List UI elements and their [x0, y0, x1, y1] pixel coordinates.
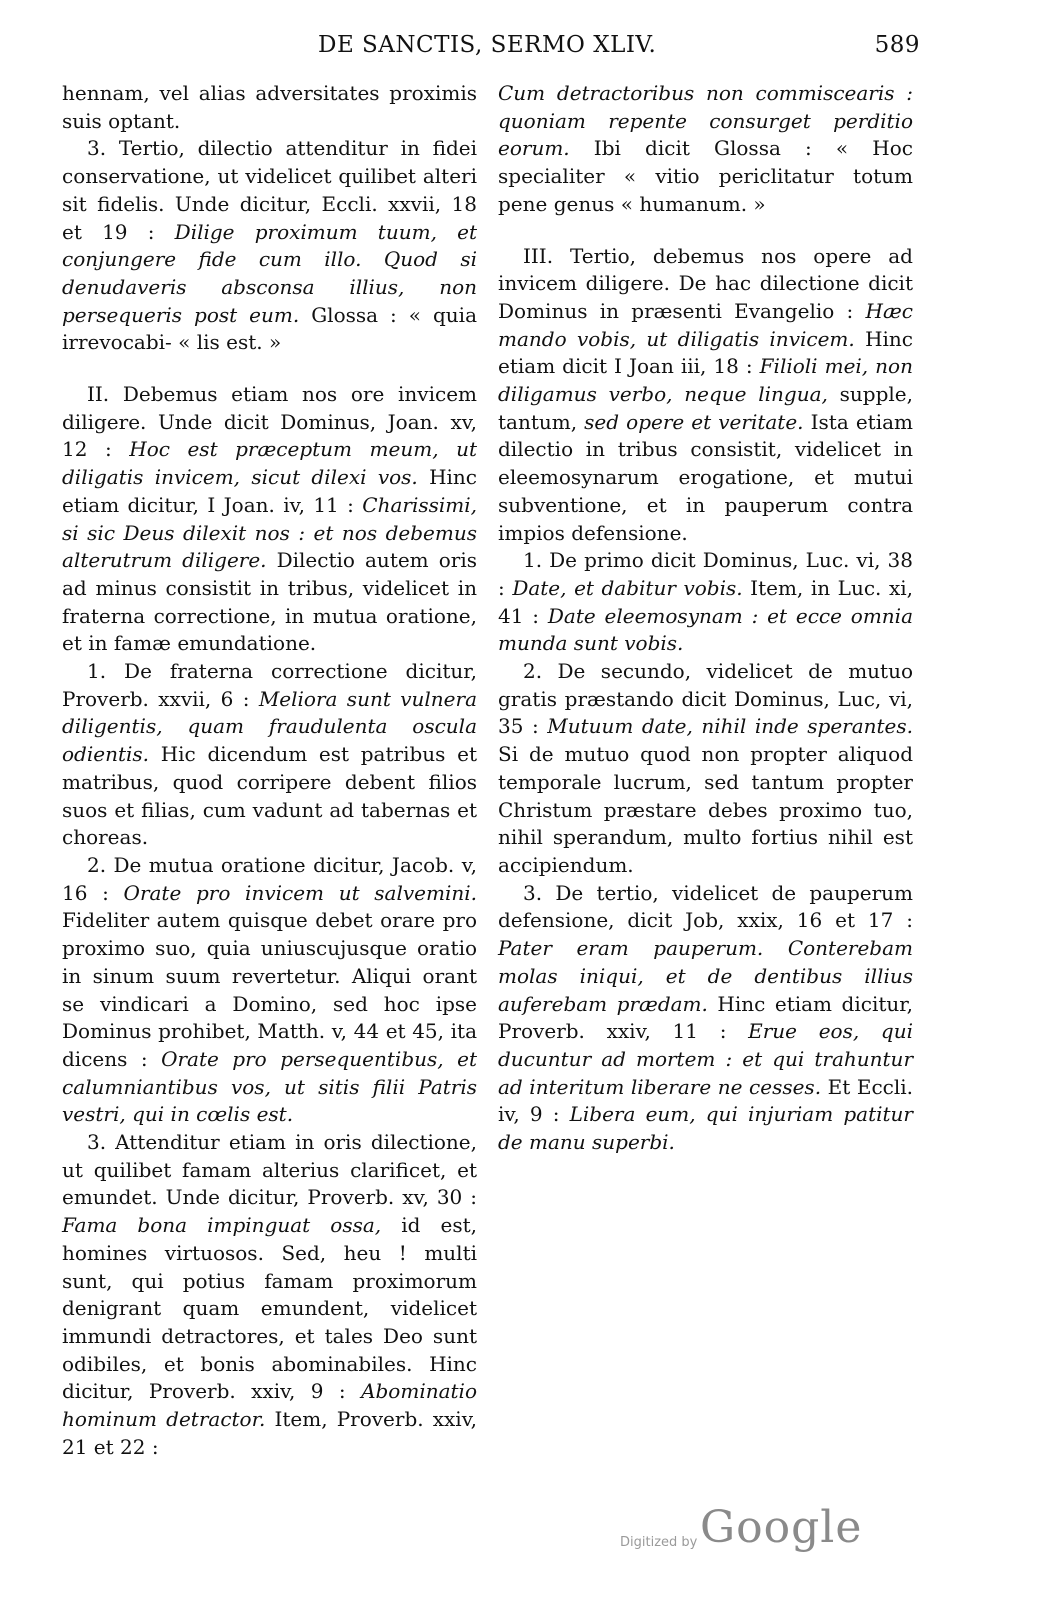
italic-quotation: sed opere et veritate.	[584, 409, 804, 434]
text-run: Glossa : « quia irrevocabi- « lis est. »	[62, 302, 477, 355]
italic-quotation: Orate pro persequentibus, et calumniantibus vos, ut sitis filii Patris vestri, qui in cœlis est.	[62, 1046, 477, 1127]
text-run: Et Eccli. iv, 9 :	[498, 1074, 913, 1127]
text-run: Item, in Luc. xi, 41 :	[498, 575, 913, 628]
page-number: 589	[874, 32, 920, 58]
text-run: III. Tertio, debemus nos opere ad invicem diligere. De hac dilectione dicit Dominus in præsenti Evangelio :	[498, 243, 913, 323]
text-run: Hic dicendum est patribus et matribus, quod corripere debent filios suos et filias, cum vadunt ad tabernas et choreas.	[62, 742, 477, 850]
paragraph	[498, 547, 913, 658]
paragraph	[62, 852, 477, 1129]
text-run: 1. De fraterna correctione dicitur, Proverb. xxvii, 6 :	[62, 659, 477, 711]
text-run: Ista etiam dilectio in tribus consistit, videlicet in eleemosynarum erogatione, et mutui subventione, et in pauperum contra impios defensione.	[498, 409, 913, 545]
running-title: DE SANCTIS, SERMO XLIV.	[318, 32, 657, 58]
google-watermark	[620, 1500, 880, 1560]
text-run: id est, homines virtuosos. Sed, heu ! multi sunt, qui potius famam proximorum denigrant quam emundent, videlicet immundi detractores, et tales Deo sunt odibiles, et bonis abominabiles. Hinc dicitur, Proverb. xxiv, 9 :	[62, 1213, 477, 1404]
text-run: 3. De tertio, videlicet de pauperum defensione, dicit Job, xxix, 16 et 17 :	[498, 880, 913, 933]
text-run: II. Debemus etiam nos ore invicem diligere. Unde dicit Dominus, Joan. xv, 12 :	[62, 382, 477, 462]
text-run: Si de mutuo quod non propter aliquod temporale lucrum, sed tantum propter Christum præstare debes proximo tuo, nihil sperandum, multo fortius nihil est accipiendum.	[498, 742, 913, 877]
google-logo: Google	[700, 1502, 863, 1553]
italic-quotation: Libera eum, qui injuriam patitur de manu superbi.	[498, 1102, 913, 1155]
italic-quotation: Date eleemosynam : et ecce omnia munda sunt vobis.	[498, 603, 913, 656]
paragraph	[498, 80, 913, 219]
italic-quotation: Erue eos, qui ducuntur ad mortem : et qui trahuntur ad interitum liberare ne cesses.	[498, 1019, 913, 1099]
italic-quotation: Abominatio hominum detractor.	[62, 1379, 477, 1432]
text-run: Hinc etiam dicitur, Proverb. xxiv, 11 :	[498, 991, 913, 1044]
paragraph	[62, 1129, 477, 1461]
text-run: 1. De primo dicit Dominus, Luc. vi, 38 :	[498, 548, 913, 600]
italic-quotation: Filioli mei, non diligamus verbo, neque lingua,	[498, 354, 913, 407]
digitized-by-text: Digitized by	[620, 1535, 698, 1550]
text-run: Dilectio autem oris ad minus consistit in tribus, videlicet in fraterna correctione, in mutua oratione, et in famæ emundatione.	[62, 548, 477, 656]
text-run: 2. De secundo, videlicet de mutuo gratis præstando dicit Dominus, Luc, vi, 35 :	[498, 659, 913, 739]
paragraph	[62, 135, 477, 357]
text-run: supple, tantum,	[498, 382, 913, 434]
italic-quotation: Cum detractoribus non commiscearis : quoniam repente consurget perditio eorum.	[498, 81, 913, 161]
italic-quotation: Hæc mando vobis, ut diligatis invicem.	[498, 298, 913, 351]
right-column	[498, 80, 913, 1157]
text-run: Ibi dicit Glossa : « Hoc specialiter « vitio periclitatur totum pene genus « humanum. »	[498, 136, 913, 216]
text-run: Hinc etiam dicit I Joan iii, 18 :	[498, 326, 913, 379]
italic-quotation: Dilige proximum tuum, et conjungere fide cum illo. Quod si denudaveris absconsa illius, non persequeris post eum.	[62, 219, 477, 327]
text-run: hennam, vel alias adversitates proximis suis optant.	[62, 81, 477, 133]
italic-quotation: Charissimi, si sic Deus dilexit nos : et nos debemus alterutrum diligere.	[62, 492, 477, 573]
italic-quotation: Fama bona impinguat ossa,	[62, 1213, 382, 1238]
italic-quotation: Pater eram pauperum. Conterebam molas iniqui, et de dentibus illius auferebam prædam.	[498, 936, 913, 1016]
paragraph	[62, 658, 477, 852]
italic-quotation: Orate pro invicem ut salvemini.	[123, 880, 478, 905]
italic-quotation: Hoc est præceptum meum, ut diligatis invicem, sicut dilexi vos.	[62, 437, 477, 490]
italic-quotation: Meliora sunt vulnera diligentis, quam fraudulenta oscula odientis.	[62, 686, 477, 767]
paragraph	[62, 80, 477, 135]
text-run: 2. De mutua oratione dicitur, Jacob. v, 16 :	[62, 852, 477, 905]
left-column	[62, 80, 477, 1461]
text-run: Item, Proverb. xxiv, 21 et 22 :	[62, 1407, 477, 1459]
paragraph	[62, 381, 477, 658]
paragraph	[498, 658, 913, 880]
text-run: Fideliter autem quisque debet orare pro proximo suo, quia uniuscujusque oratio in sinum suum revertetur. Aliqui orant se vindicari a Domino, sed hoc ipse Dominus prohibet, Matth. v, 44 et 45, ita dicens :	[62, 908, 477, 1071]
text-run: 3. Tertio, dilectio attenditur in fidei conservatione, ut videlicet quilibet alteri sit fidelis. Unde dicitur, Eccli. xxvii, 18 et 19 :	[62, 136, 477, 244]
paragraph	[498, 243, 913, 548]
italic-quotation: Mutuum date, nihil inde sperantes.	[547, 714, 914, 739]
text-run: Hinc etiam dicitur, I Joan. iv, 11 :	[62, 465, 477, 517]
text-run: 3. Attenditur etiam in oris dilectione, ut quilibet famam alterius clarificet, et emundet. Unde dicitur, Proverb. xv, 30 :	[62, 1130, 477, 1210]
italic-quotation: Date, et dabitur vobis.	[512, 575, 743, 600]
running-header	[60, 32, 920, 66]
paragraph	[498, 880, 913, 1157]
